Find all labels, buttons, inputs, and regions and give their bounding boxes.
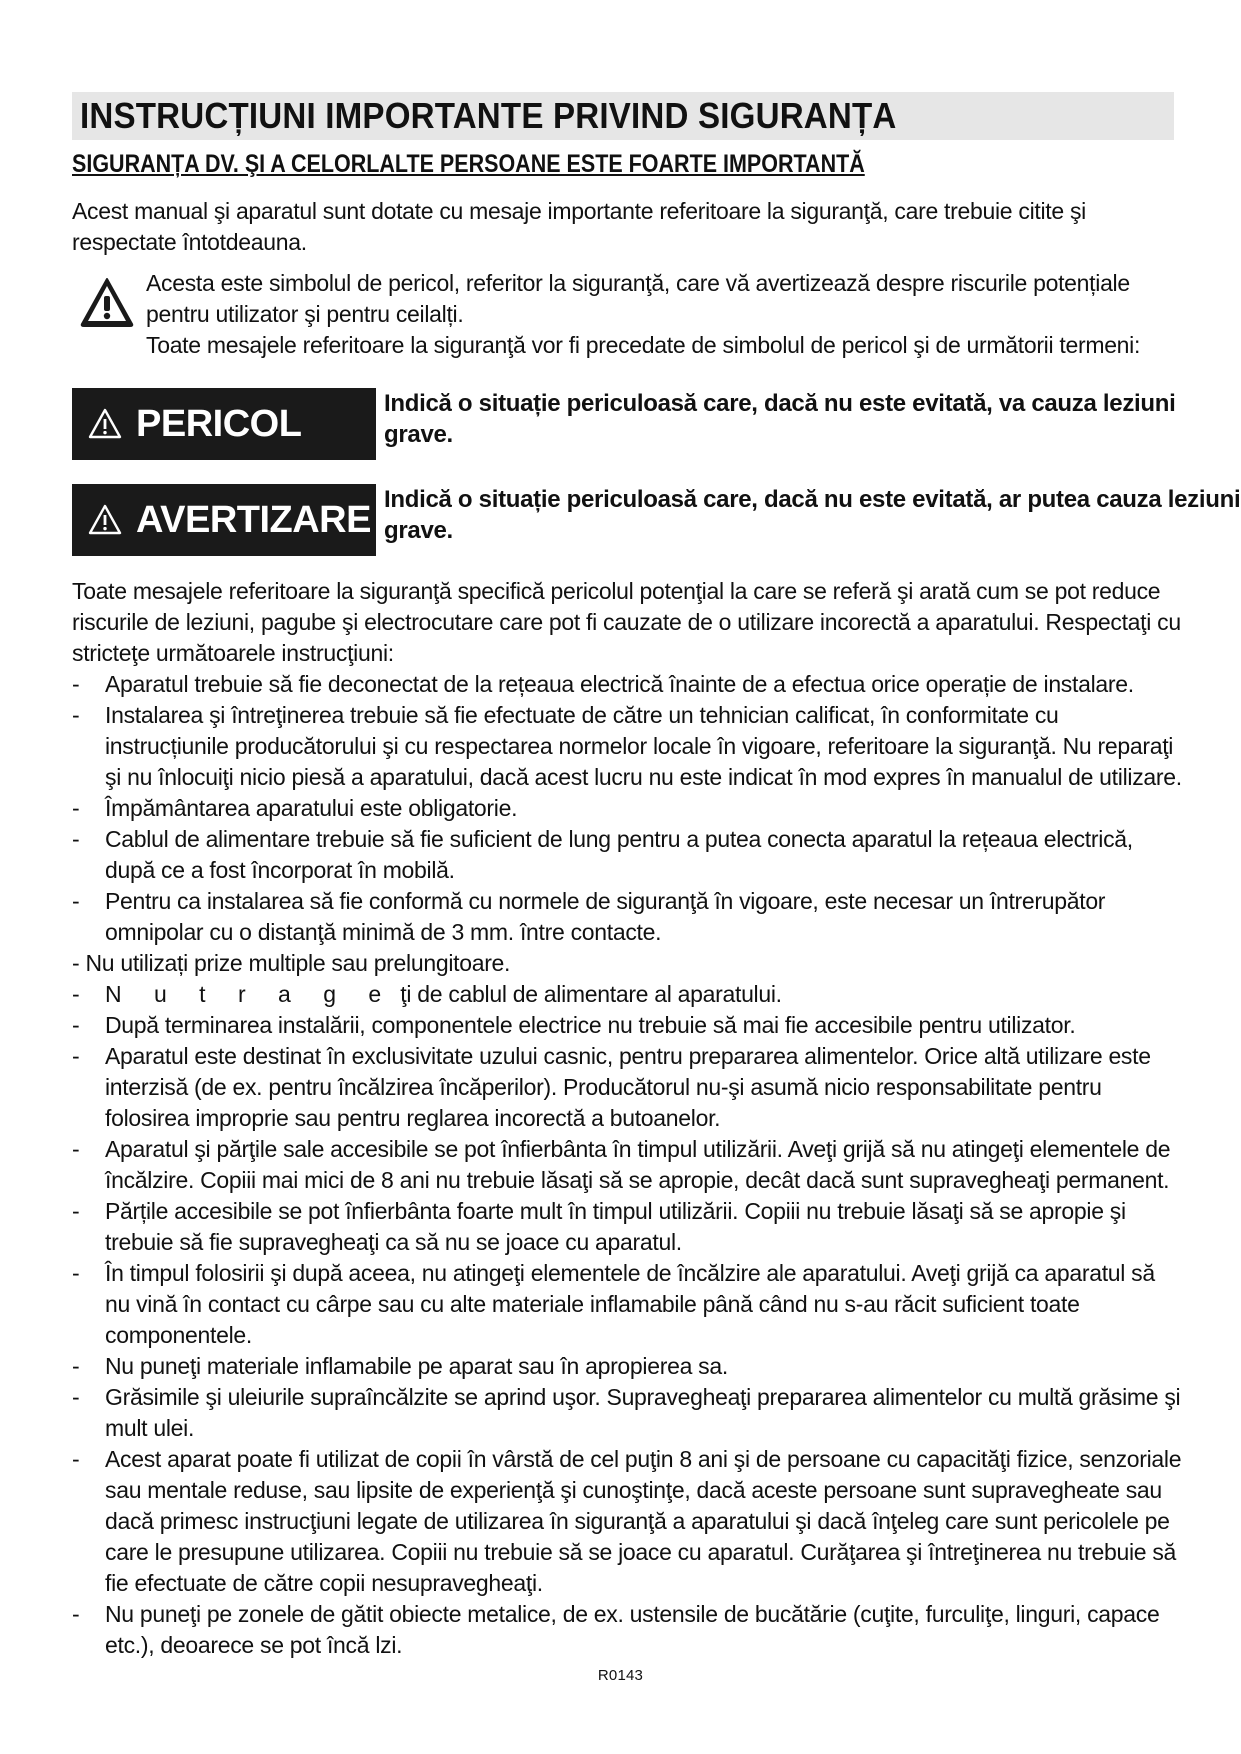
page-title: INSTRUCȚIUNI IMPORTANTE PRIVIND SIGURANȚA (80, 95, 897, 136)
list-item: - Părțile accesibile se pot înfierbânta foarte mult în timpul utilizării. Copiii nu trebuie lăsaţi să se apropie şi trebuie să fie supravegheaţi ca să nu se joace cu aparatul. (72, 1198, 1126, 1255)
signal-avertizare (72, 484, 1241, 556)
list-item: - Nu puneţi pe zonele de gătit obiecte metalice, de ex. ustensile de bucătărie (cuţite, furculiţe, linguri, capace etc.), deoarece se pot încă lzi. (72, 1601, 1160, 1658)
document-code: R0143 (597, 1667, 644, 1684)
hazard-symbol-text: Acesta este simbolul de pericol, referitor la siguranţă, care vă avertizează despre riscurile potențiale pentru utilizator şi pentru ceilalți. (146, 270, 1130, 327)
safety-rules-list (72, 669, 1182, 1661)
hazard-terms-text: Toate mesajele referitoare la siguranţă vor fi precedate de simbolul de pericol şi de următorii termeni: (146, 332, 1141, 358)
list-item: - Împământarea aparatului este obligatorie. (72, 795, 518, 821)
signal-label-box (72, 388, 376, 460)
list-item: - Grăsimile şi uleiurile supraîncălzite se aprind uşor. Supravegheaţi prepararea alimentelor cu multă grăsime şi mult ulei. (72, 1384, 1181, 1441)
intro-paragraph: Acest manual şi aparatul sunt dotate cu mesaje importante referitoare la siguranţă, care trebuie citite şi respectate întotdeauna. (72, 198, 1086, 255)
list-item: - Nu puneţi materiale inflamabile pe aparat sau în apropierea sa. (72, 1353, 728, 1379)
list-item: - Aparatul este destinat în exclusivitate uzului casnic, pentru prepararea alimentelor. Orice altă utilizare este interzisă (de ex. pentru încălzirea încăperilor). Producătorul nu-şi asumă nicio responsabilitate pentru folosirea improprie sau pentru reglarea incorectă a butoanelor. (72, 1043, 1151, 1131)
signal-pericol (72, 388, 1174, 460)
signal-word: PERICOL (136, 402, 302, 445)
list-item: - Aparatul şi părţile sale accesibile se pot înfierbânta în timpul utilizării. Aveţi grijă să nu atingeţi elementele de încălzire. Copiii mai mici de 8 ani nu trebuie lăsaţi să se apropie, decât dacă sunt supravegheaţi permanent. (72, 1136, 1171, 1193)
signal-word: AVERTIZARE (136, 498, 371, 541)
list-item: - Acest aparat poate fi utilizat de copii în vârstă de cel puţin 8 ani şi de persoane cu capacităţi fizice, senzoriale sau mentale reduse, sau lipsite de experienţă şi cunoştinţe, dacă aceste persoane sunt supravegheate sau dacă primesc instrucţiuni legate de utilizarea în siguranţă a aparatului şi dacă înţeleg care sunt pericolele pe care le presupune utilizarea. Copiii nu trebuie să se joace cu aparatul. Curăţarea şi întreţinerea nu trebuie să fie efectuate de către copii nesupravegheaţi. (72, 1446, 1182, 1596)
signal-description: Indică o situație periculoasă care, dacă nu este evitată, va cauza leziuni grave. (384, 390, 1176, 448)
rules-intro-paragraph: Toate mesajele referitoare la siguranţă specifică pericolul potenţial la care se referă şi arată cum se pot reduce riscurile de leziuni, pagube şi electrocutare care pot fi cauzate de o utilizare incorectă a aparatului. Respectaţi cu stricteţe următoarele instrucţiuni: (72, 578, 1181, 666)
list-item: - Aparatul trebuie să fie deconectat de la rețeaua electrică înainte de a efectua orice operație de instalare. (72, 671, 1134, 697)
list-item: - Cablul de alimentare trebuie să fie suficient de lung pentru a putea conecta aparatul la rețeaua electrică, după ce a fost încorporat în mobilă. (72, 826, 1133, 883)
signal-label-box (72, 484, 376, 556)
warning-triangle-icon (88, 504, 122, 536)
list-item: - Instalarea şi întreţinerea trebuie să fie efectuate de către un tehnician calificat, în conformitate cu instrucțiunile producătorului şi cu respectarea normelor locale în vigoare, referitoare la siguranţă. Nu reparaţi şi nu înlocuiţi nicio piesă a aparatului, dacă acest lucru nu este indicat în mod expres în manualul de utilizare. (72, 702, 1182, 790)
list-item: - Pentru ca instalarea să fie conformă cu normele de siguranţă în vigoare, este necesar un întrerupător omnipolar cu o distanţă minimă de 3 mm. între contacte. (72, 888, 1106, 945)
list-item: - N u t r a g e ţi de cablul de alimentare al aparatului. (72, 981, 782, 1007)
section-subtitle: SIGURANȚA DV. ŞI A CELORLALTE PERSOANE ESTE FOARTE IMPORTANTĂ (72, 150, 865, 178)
warning-triangle-icon (80, 276, 134, 328)
list-item: - În timpul folosirii şi după aceea, nu atingeţi elementele de încălzire ale aparatului. Aveţi grijă ca aparatul să nu vină în contact cu cârpe sau cu alte materiale inflamabile până când nu s-au răcit suficient toate componentele. (72, 1260, 1155, 1348)
list-item: - Nu utilizați prize multiple sau prelungitoare. (72, 950, 511, 976)
list-item: - După terminarea instalării, componentele electrice nu trebuie să mai fie accesibile pentru utilizator. (72, 1012, 1076, 1038)
signal-description: Indică o situație periculoasă care, dacă nu este evitată, ar putea cauza leziuni grave. (384, 486, 1241, 544)
warning-triangle-icon (88, 408, 122, 440)
title-bar (72, 92, 1174, 140)
hazard-symbol-block (80, 268, 1180, 361)
